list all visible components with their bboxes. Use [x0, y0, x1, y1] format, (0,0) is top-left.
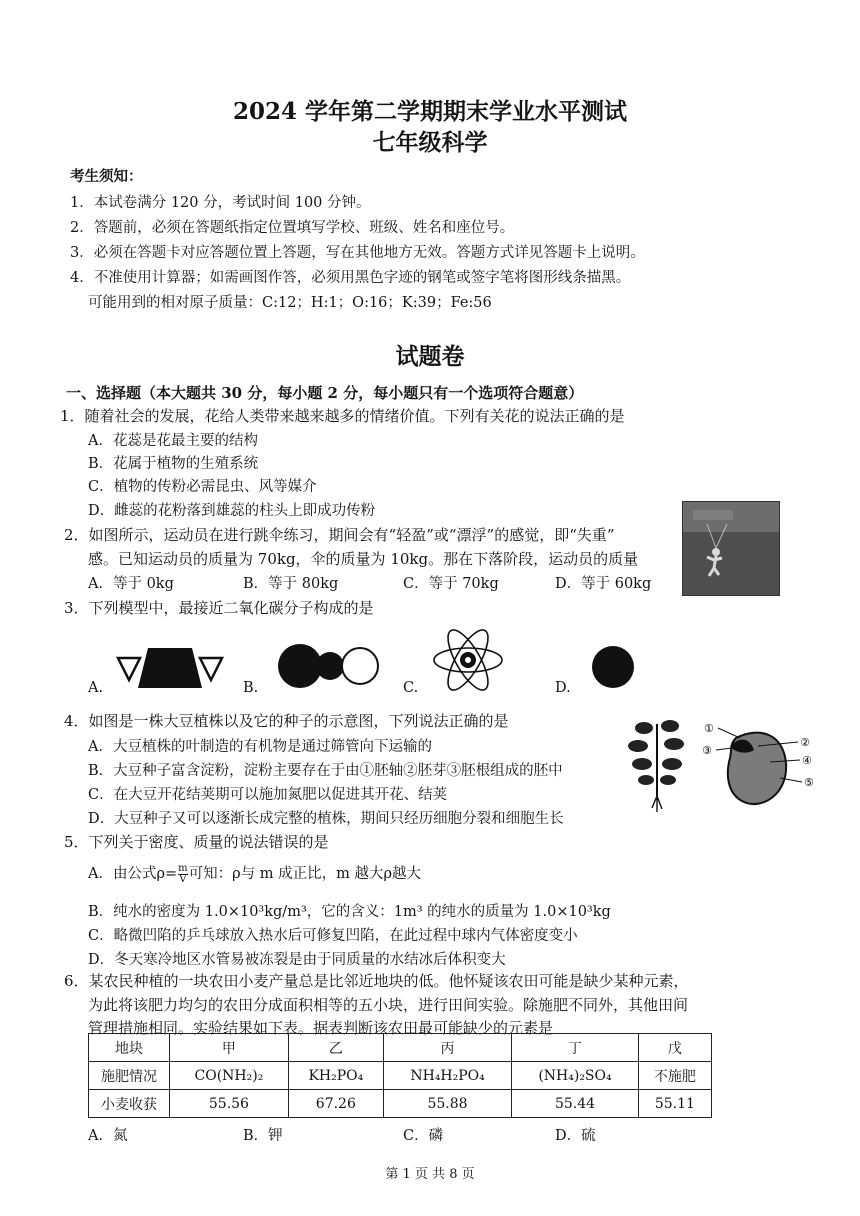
q2-option-a: A．等于 0kg — [88, 576, 174, 592]
notice-heading: 考生须知： — [70, 168, 143, 185]
q3-option-b: B. — [243, 680, 259, 696]
q6-option-b: B．钾 — [243, 1128, 283, 1144]
seed-label-5: ⑤ — [804, 776, 814, 789]
parachute-photo — [682, 501, 780, 596]
notice-item-1: 1．本试卷满分 120 分，考试时间 100 分钟。 — [70, 195, 371, 211]
q3-stem: 3．下列模型中，最接近二氧化碳分子构成的是 — [64, 599, 374, 617]
atom-model-c — [430, 622, 506, 698]
q1-stem — [60, 405, 625, 426]
table-cell: 丁 — [512, 1034, 639, 1062]
table-cell: 戊 — [638, 1034, 711, 1062]
q6-option-c: C．磷 — [403, 1128, 444, 1144]
q4-stem: 4．如图是一株大豆植株以及它的种子的示意图，下列说法正确的是 — [64, 712, 509, 730]
q1-number: 1． — [60, 407, 85, 425]
exam-subtitle: 七年级科学 — [372, 129, 488, 156]
part1-header: 一、选择题（本大题共 30 分，每小题 2 分，每小题只有一个选项符合题意） — [66, 384, 584, 402]
q3-option-a: A. — [88, 680, 104, 696]
exam-title: 2024 学年第二学期期末学业水平测试 — [232, 98, 628, 125]
q5-stem: 5．下列关于密度、质量的说法错误的是 — [64, 833, 329, 851]
soybean-seed-diagram — [700, 716, 824, 812]
density-formula-fraction — [178, 864, 187, 885]
q6-stem-line3: 管理措施相同。实验结果如下表。据表判断该农田最可能缺少的元素是 — [88, 1019, 554, 1037]
table-row — [89, 1034, 712, 1062]
table-row — [89, 1090, 712, 1118]
table-cell: KH₂PO₄ — [288, 1062, 383, 1090]
table-cell: 55.11 — [638, 1090, 711, 1118]
table-cell: 55.88 — [383, 1090, 511, 1118]
q4-option-d: D．大豆种子又可以逐渐长成完整的植株，期间只经历细胞分裂和细胞生长 — [88, 811, 564, 827]
soybean-plant-illustration — [624, 714, 690, 814]
table-cell: 55.56 — [170, 1090, 289, 1118]
q1-option-b: B．花属于植物的生殖系统 — [88, 456, 259, 472]
notice-item-3: 3．必须在答题卡对应答题位置上答题，写在其他地方无效。答题方式详见答题卡上说明。 — [70, 245, 645, 261]
notice-item-2: 2．答题前，必须在答题纸指定位置填写学校、班级、姓名和座位号。 — [70, 220, 515, 236]
q2-option-c: C．等于 70kg — [403, 576, 499, 592]
table-cell: 67.26 — [288, 1090, 383, 1118]
q4-option-a: A．大豆植株的叶制造的有机物是通过筛管向下运输的 — [88, 739, 432, 755]
seed-label-2: ② — [800, 736, 810, 749]
q6-stem-line1: 6．某农民种植的一块农田小麦产量总是比邻近地块的低。他怀疑该农田可能是缺少某种元素， — [64, 972, 689, 990]
q1-option-d: D．雌蕊的花粉落到雄蕊的柱头上即成功传粉 — [88, 503, 376, 519]
q2-option-b: B．等于 80kg — [243, 576, 339, 592]
q4-option-b: B．大豆种子富含淀粉，淀粉主要存在于由①胚轴②胚芽③胚根组成的胚中 — [88, 763, 563, 779]
q5-option-a — [88, 862, 421, 885]
atom-model-d — [590, 644, 636, 690]
q4-option-c: C．在大豆开花结荚期可以施加氮肥以促进其开花、结荚 — [88, 787, 448, 803]
q2-stem-line1: 2．如图所示，运动员在进行跳伞练习，期间会有“轻盈”或“漂浮”的感觉，即“失重” — [64, 526, 615, 544]
notice-item-4: 4．不准使用计算器；如需画图作答，必须用黑色字迹的钢笔或签字笔将图形线条描黑。 — [70, 270, 631, 286]
q1-text: 随着社会的发展，花给人类带来越来越多的情绪价值。下列有关花的说法正确的是 — [84, 407, 625, 425]
q5-option-d: D．冬天寒冷地区水管易被冻裂是由于同质量的水结冰后体积变大 — [88, 952, 506, 968]
q5-option-a-prefix: A．由公式ρ= — [88, 866, 178, 882]
table-cell: (NH₄)₂SO₄ — [512, 1062, 639, 1090]
molecule-model-b — [272, 640, 384, 692]
table-cell: 丙 — [383, 1034, 511, 1062]
section-title: 试题卷 — [395, 343, 465, 370]
q5-option-c: C．略微凹陷的乒乓球放入热水后可修复凹陷，在此过程中球内气体密度变小 — [88, 928, 578, 944]
q6-option-d: D．硫 — [555, 1128, 596, 1144]
q2-option-d: D．等于 60kg — [555, 576, 652, 592]
table-cell: 小麦收获 — [89, 1090, 170, 1118]
fraction-denominator: V — [179, 873, 187, 885]
table-row — [89, 1062, 712, 1090]
q6-option-a: A．氮 — [88, 1128, 128, 1144]
q5-option-a-suffix: 可知：ρ与 m 成正比，m 越大ρ越大 — [188, 866, 422, 882]
table-cell: 施肥情况 — [89, 1062, 170, 1090]
q3-option-c: C. — [403, 680, 419, 696]
seed-label-4: ④ — [802, 754, 812, 767]
table-cell: CO(NH₂)₂ — [170, 1062, 289, 1090]
table-cell: 乙 — [288, 1034, 383, 1062]
molecule-model-a — [110, 640, 230, 692]
q2-stem-line2: 感。已知运动员的质量为 70kg，伞的质量为 10kg。那在下落阶段，运动员的质量 — [88, 550, 639, 568]
seed-label-1: ① — [704, 722, 714, 735]
q3-option-d: D. — [555, 680, 571, 696]
table-cell: 不施肥 — [638, 1062, 711, 1090]
q6-stem-line2: 为此将该肥力均匀的农田分成面积相等的五小块，进行田间实验。除施肥不同外，其他田间 — [88, 996, 689, 1014]
atomic-masses: 可能用到的相对原子质量：C:12；H:1；O:16；K:39；Fe:56 — [88, 295, 492, 311]
table-cell: 甲 — [170, 1034, 289, 1062]
page-footer: 第 1 页 共 8 页 — [385, 1167, 475, 1182]
q1-option-a: A．花蕊是花最主要的结构 — [88, 433, 258, 449]
fraction-numerator: m — [178, 862, 188, 874]
seed-label-3: ③ — [702, 744, 712, 757]
fertilizer-yield-table — [88, 1033, 712, 1118]
table-cell: 地块 — [89, 1034, 170, 1062]
table-cell: 55.44 — [512, 1090, 639, 1118]
q5-option-b: B．纯水的密度为 1.0×10³kg/m³，它的含义：1m³ 的纯水的质量为 1.0×10³kg — [88, 904, 611, 920]
table-cell: NH₄H₂PO₄ — [383, 1062, 511, 1090]
q1-option-c: C．植物的传粉必需昆虫、风等媒介 — [88, 479, 317, 495]
